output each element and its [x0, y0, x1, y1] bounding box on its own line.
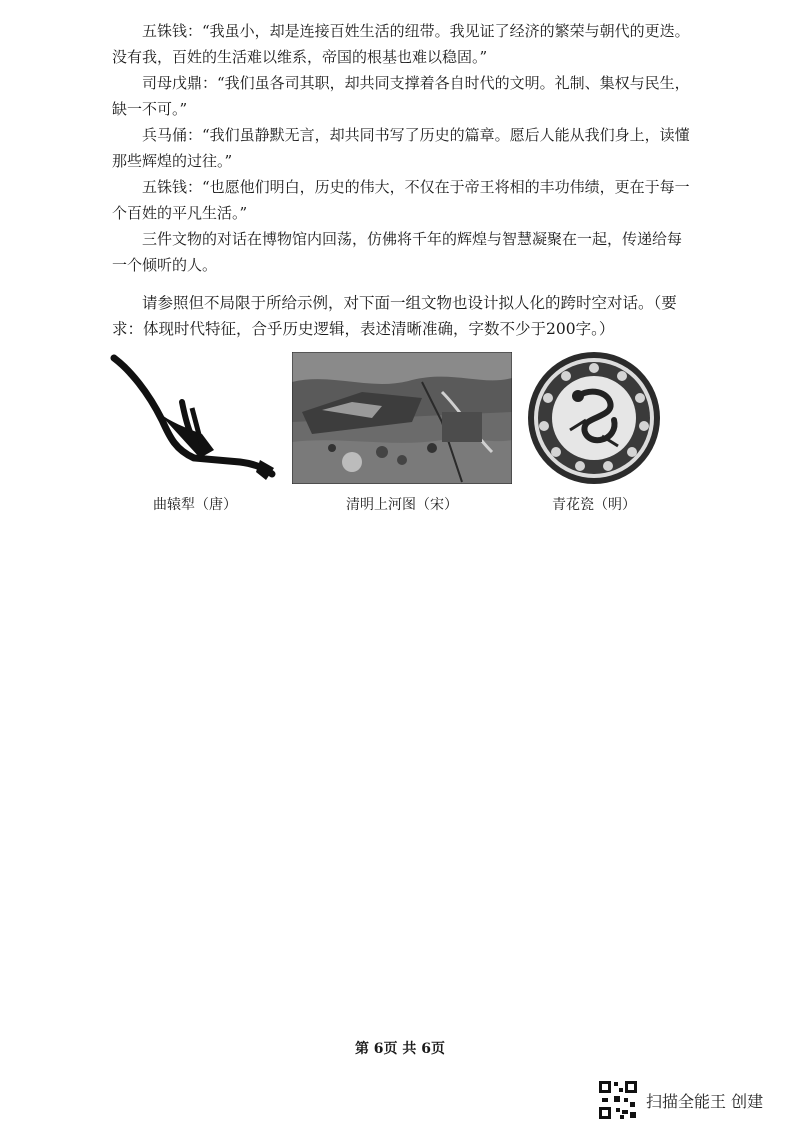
- plow-icon: [110, 350, 280, 485]
- dialogue-text-5: 三件文物的对话在博物馆内回荡，仿佛将千年的辉煌与智慧凝聚在一起，传递给每一个倾听的人。: [112, 230, 683, 274]
- dialogue-paragraph-5: [112, 226, 692, 278]
- dialogue-text-4: 五铢钱：“也愿他们明白，历史的伟大，不仅在于帝王将相的丰功伟绩，更在于每一个百姓的平凡生活。”: [112, 178, 690, 222]
- dialogue-text-2: 司母戊鼎：“我们虽各司其职，却共同支撑着各自时代的文明。礼制、集权与民生，缺一不可。”: [112, 74, 690, 118]
- dialogue-text-3: 兵马俑：“我们虽静默无言，却共同书写了历史的篇章。愿后人能从我们身上，读懂那些辉煌的过往。”: [112, 126, 690, 170]
- page-number: 第 6页 共 6页: [354, 1041, 446, 1057]
- porcelain-plate-icon: [526, 350, 662, 486]
- dialogue-text-1: 五铢钱：“我虽小，却是连接百姓生活的纽带。我见证了经济的繁荣与朝代的更迭。没有我，百姓的生活难以维系，帝国的根基也难以稳固。”: [112, 22, 690, 66]
- dialogue-paragraph-1: [112, 18, 692, 70]
- dialogue-paragraph-4: [112, 174, 692, 226]
- instruction-text: 请参照但不局限于所给示例，对下面一组文物也设计拟人化的跨时空对话。（要求：体现时代特征，合乎历史逻辑，表述清晰准确，字数不少于200字。）: [112, 294, 677, 338]
- dialogue-paragraph-2: [112, 70, 692, 122]
- figure-caption-porcelain: 青花瓷（明）: [552, 497, 636, 513]
- watermark-text: 扫描全能王 创建: [646, 1092, 764, 1111]
- dialogue-paragraph-3: [112, 122, 692, 174]
- qr-code-icon: [598, 1080, 638, 1120]
- painting-icon: [292, 352, 512, 484]
- figure-caption-plow: 曲辕犁（唐）: [153, 497, 237, 513]
- question-instruction: [112, 290, 692, 342]
- figure-caption-painting: 清明上河图（宋）: [346, 497, 458, 513]
- scanner-watermark: [598, 1080, 788, 1120]
